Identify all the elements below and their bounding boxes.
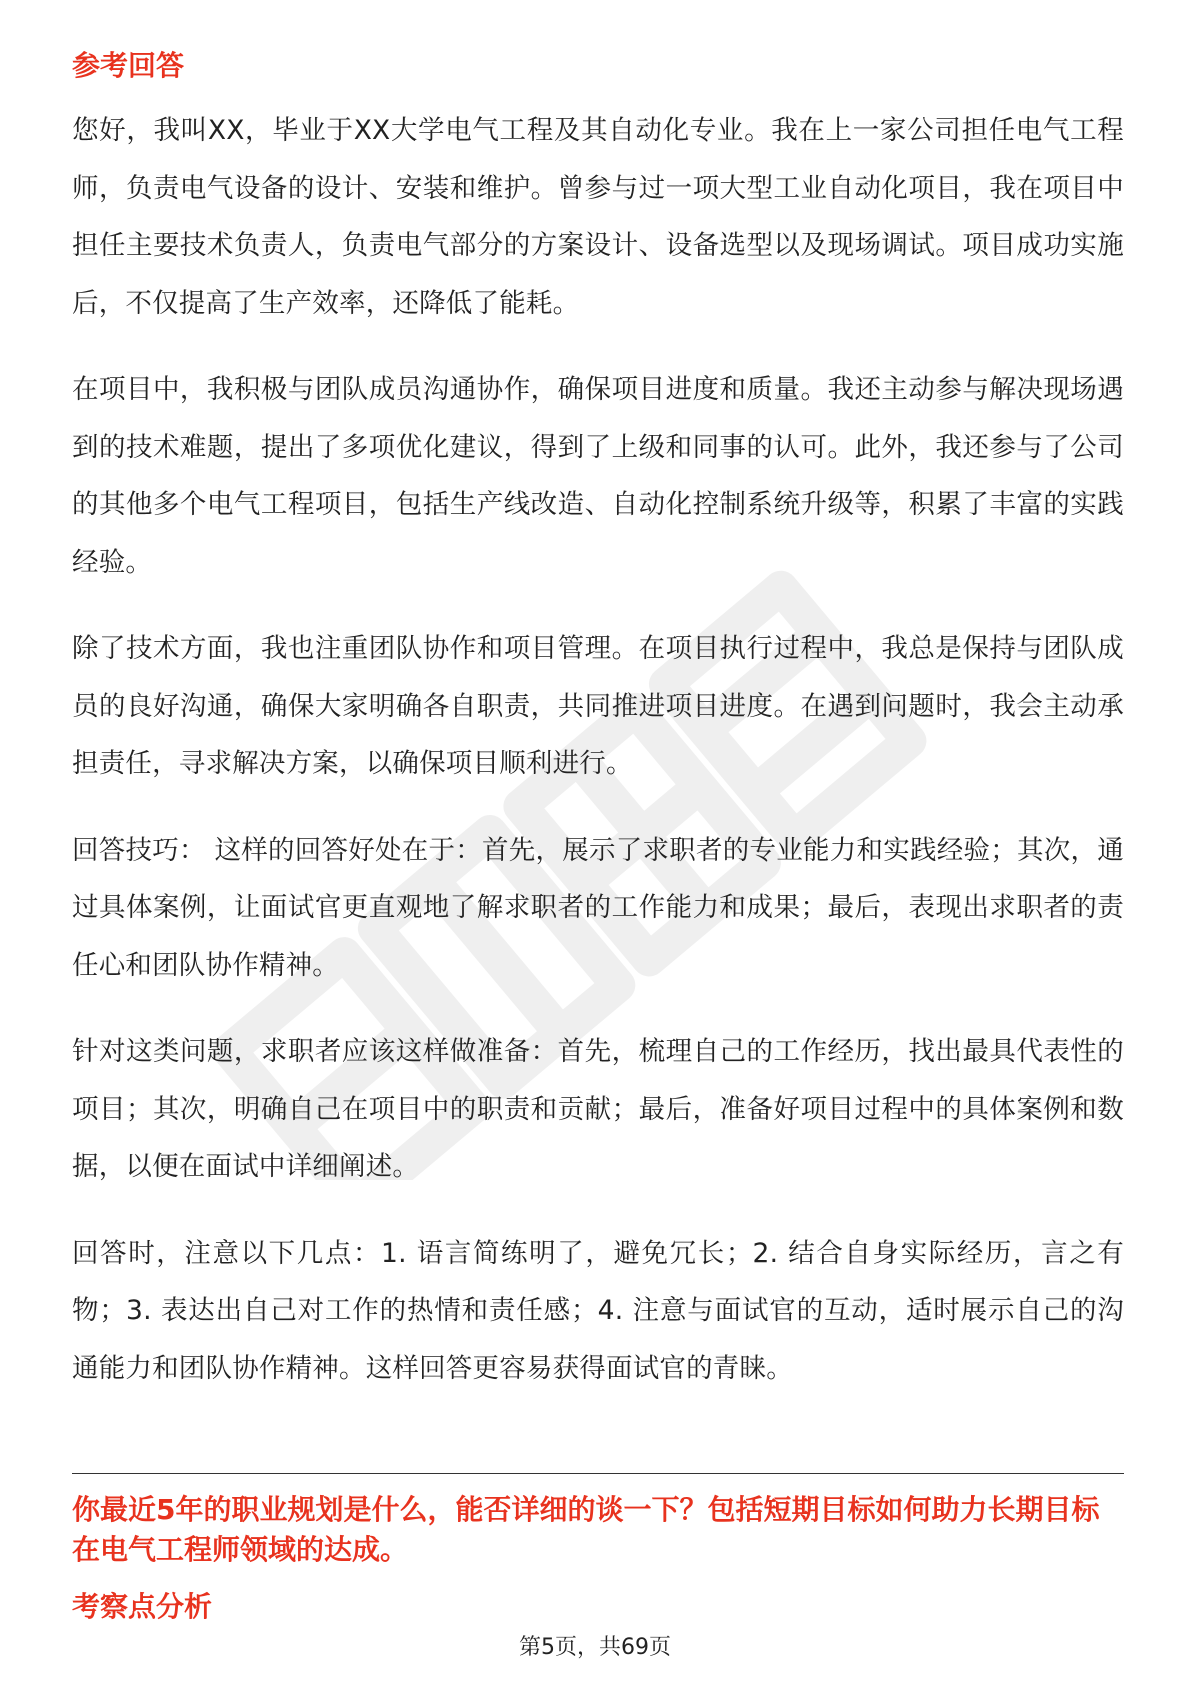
- paragraph-1: 您好，我叫XX，毕业于XX大学电气工程及其自动化专业。我在上一家公司担任电气工程师，负责电气设备的设计、安装和维护。曾参与过一项大型工业自动化项目，我在项目中担任主要技术负责人，负责电气部分的方案设计、设备选型以及现场调试。项目成功实施后，不仅提高了生产效率，还降低了能耗。: [72, 115, 1124, 319]
- paragraph-5: 针对这类问题，求职者应该这样做准备：首先，梳理自己的工作经历，找出最具代表性的项目；其次，明确自己在项目中的职责和贡献；最后，准备好项目过程中的具体案例和数据，以便在面试中详细阐述。: [72, 1036, 1124, 1182]
- answer-section: [72, 46, 1124, 1397]
- next-question: 你最近5年的职业规划是什么，能否详细的谈一下？包括短期目标如何助力长期目标在电气工程师领域的达成。: [72, 1493, 1100, 1566]
- paragraph-4: 回答技巧： 这样的回答好处在于：首先，展示了求职者的专业能力和实践经验；其次，通过具体案例，让面试官更直观地了解求职者的工作能力和成果；最后，表现出求职者的责任心和团队协作精神。: [72, 834, 1124, 981]
- page-number: 第5页，共69页: [519, 1635, 671, 1660]
- section-divider: [72, 1473, 1124, 1474]
- paragraph-6: 回答时，注意以下几点：1. 语言简练明了，避免冗长；2. 结合自身实际经历，言之有物；3. 表达出自己对工作的热情和责任感；4. 注意与面试官的互动，适时展示自己的沟通能力和团队协作精神。这样回答更容易获得面试官的青睐。: [72, 1237, 1124, 1384]
- paragraph-2: 在项目中，我积极与团队成员沟通协作，确保项目进度和质量。我还主动参与解决现场遇到的技术难题，提出了多项优化建议，得到了上级和同事的认可。此外，我还参与了公司的其他多个电气工程项目，包括生产线改造、自动化控制系统升级等，积累了丰富的实践经验。: [72, 374, 1124, 578]
- paragraph-3: 除了技术方面，我也注重团队协作和项目管理。在项目执行过程中，我总是保持与团队成员的良好沟通，确保大家明确各自职责，共同推进项目进度。在遇到问题时，我会主动承担责任，寻求解决方案，以确保项目顺利进行。: [72, 633, 1124, 779]
- section-heading-analysis: 考察点分析: [72, 1590, 213, 1623]
- section-heading-reference-answer: 参考回答: [72, 49, 185, 82]
